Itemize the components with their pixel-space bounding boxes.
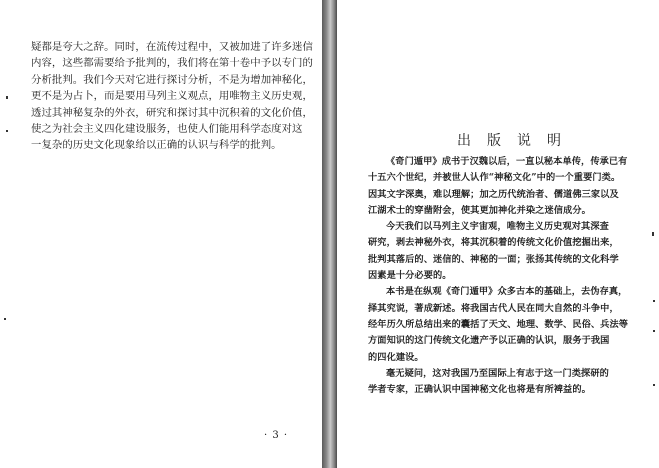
scan-speck [653, 384, 655, 386]
text-line: 《奇门遁甲》成书于汉魏以后，一直以秘本单传，传承已有 [386, 156, 628, 167]
right-page-text [368, 154, 646, 398]
text-line: 择其究说，著成新述。将我国古代人民在同大自然的斗争中， [368, 302, 619, 314]
left-page-text [31, 39, 315, 154]
text-line: 一复杂的历史文化现象给以正确的认识与科学的批判。 [31, 139, 282, 152]
text-line: 因素是十分必要的。 [368, 270, 452, 282]
text-line: 研究，剥去神秘外衣，将其沉积着的传统文化价值挖掘出来， [368, 237, 619, 249]
scan-speck [4, 318, 6, 320]
scan-speck [6, 96, 8, 99]
scan-speck [6, 130, 8, 132]
text-line: 江湖术士的穿凿附会，使其更加神化并染之迷信成分。 [368, 204, 591, 216]
text-line: 因其文字深奥，难以理解；加之历代统治者、儒道佛三家以及 [368, 188, 619, 200]
text-line: 十五六个世纪，并被世人认作“神秘文化”中的一个重要门类。 [368, 172, 621, 184]
text-line: 方面知识的这门传统文化遗产予以正确的认识，服务于我国 [368, 335, 610, 347]
right-page [337, 0, 659, 468]
text-line: 今天我们以马列主义宇宙观，唯物主义历史观对其深查 [386, 221, 609, 233]
text-line: 疑都是夸大之辞。同时，在流传过程中，又被加进了许多迷信 [31, 41, 313, 53]
scan-speck [652, 232, 654, 236]
text-line: 批判其落后的、迷信的、神秘的一面；张扬其传统的文化科学 [368, 253, 619, 265]
text-line: 内容，这些都需要给予批判的，我们将在第十卷中予以专门的 [31, 57, 313, 70]
text-line: 经年历久所总结出来的囊括了天文、地理、数学、民俗、兵法等 [368, 318, 629, 330]
text-line: 学者专家，正确认识中国神秘文化也将是有所裨益的。 [368, 384, 591, 396]
text-line: 透过其神秘复杂的外衣，研究和探讨其中沉积着的文化价值， [31, 106, 313, 119]
book-spine [322, 0, 337, 468]
text-line: 毫无疑问，这对我国乃至国际上有志于这一门类探研的 [386, 367, 609, 379]
text-line: 本书是在纵观《奇门遁甲》众多古本的基础上，去伪存真， [386, 286, 628, 298]
text-line: 的四化建设。 [368, 351, 424, 363]
text-line: 使之为社会主义四化建设服务，也使人们能用科学态度对这 [31, 123, 303, 136]
scan-speck [653, 300, 655, 302]
scan-speck [653, 330, 655, 332]
text-line: 更不是为占卜，而是要用马列主义观点，用唯物主义历史观， [31, 90, 313, 103]
text-line: 分析批判。我们今天对它进行探讨分析，不是为增加神秘化， [31, 73, 313, 86]
left-page [0, 0, 322, 468]
section-heading: 出版说明 [457, 133, 577, 149]
page-number: · 3 · [264, 430, 289, 441]
